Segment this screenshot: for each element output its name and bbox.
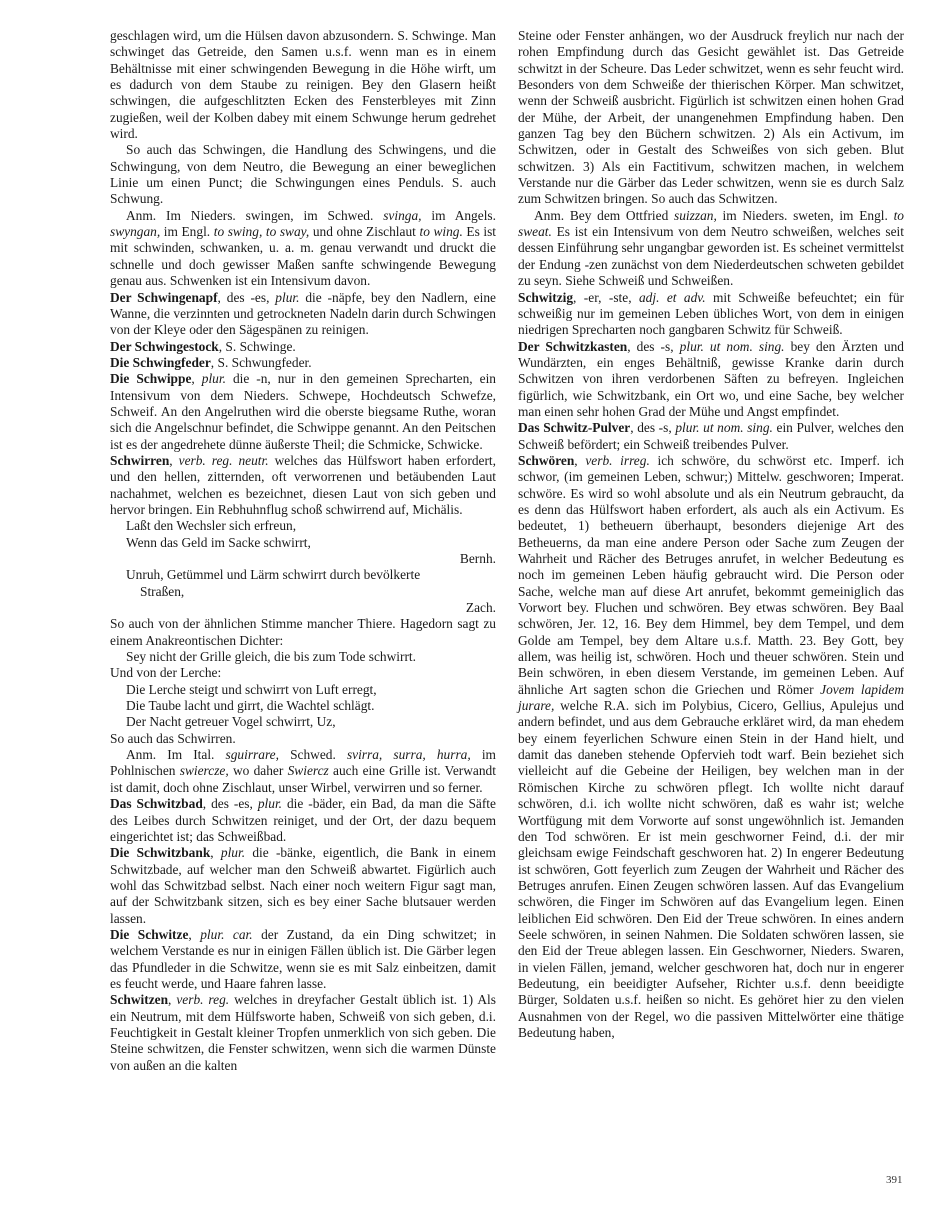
entry-headword: Schwitzen	[110, 992, 169, 1008]
paragraph: So auch das Schwirren.	[110, 730, 236, 746]
entry-headword: Das Schwitz-Pulver	[518, 420, 631, 436]
paragraph: geschlagen wird, um die Hülsen davon abzusondern. S. Schwinge. Man schwinget das Getreide, den Samen u.s.f. wenn man es in einem Behältnisse mit einer schwingenden Bewegung in die Höhe wirft, um es dadurch von dem Staube zu reinigen. Bey den Glasern heißt schwingen, die aufgeschlitzten Ecken des Fensterbleyes mit Zinn zugießen, weil der Kolben dabey mit einem Schwunge herum gedrehet wird.	[110, 28, 496, 142]
page-number: 391	[886, 1174, 903, 1186]
entry-headword: Schwören	[518, 452, 575, 468]
verse-line: Laßt den Wechsler sich erfreun,	[126, 518, 297, 534]
verse-line: Der Nacht getreuer Vogel schwirrt, Uz,	[126, 714, 336, 730]
entry-headword: Schwirren	[110, 452, 170, 468]
dictionary-entry: Das Schwitz-Pulver, des -s, plur. ut nom. sing. ein Pulver, welches den Schweiß befördert; ein Schweiß treibendes Pulver.	[518, 420, 904, 452]
paragraph: Und von der Lerche:	[110, 665, 222, 681]
paragraph: Steine oder Fenster anhängen, wo der Ausdruck freylich nur nach der rohen Empfindung durch das Gesicht gewählet ist. Das Getreide schwitzt in der Scheure. Das Leder schwitzet, wenn es sehr feucht wird. Besonders von dem Schweiße der thierischen Körper. Man schwitzet, wenn der Schweiß ausbricht. Figürlich ist schwitzen einen hohen Grad der Mühe, der Arbeit, der unangenehmen Empfindung haben. Den ganzen Tag bey den Büchern schwitzen. 2) Als ein Activum, im Schwitzen, oder in Gestalt des Schweißes von sich geben. Blut schwitzen. 3) Als ein Factitivum, schwitzen machen, in welchem Verstande nur die Gärber das Leder schwitzen, wenn sie es durch Salz zum Schwitzen bringen. So auch das Schwitzen.	[518, 28, 904, 207]
entry-headword: Die Schwingfeder	[110, 354, 211, 370]
dictionary-entry: Schwitzig, -er, -ste, adj. et adv. mit Schweiße befeuchtet; ein für schweißig nur im gemeinen Leben übliches Wort, von dem in einigen niedrigen Sprecharten noch gangbaren Schwitz für Schweiß.	[518, 289, 904, 338]
dictionary-entry: Der Schwingenapf, des -es, plur. die -näpfe, bey den Nadlern, eine Wanne, die verzinnten und getrockneten Nadeln darin durch Schwingen von der Kleye oder den Sägespänen zu reinigen.	[110, 289, 496, 338]
verse-line: Unruh, Getümmel und Lärm schwirrt durch bevölkerte	[126, 567, 421, 583]
verse-attribution: Bernh.	[459, 551, 496, 566]
dictionary-entry: Die Schwitze, plur. car. der Zustand, da ein Ding schwitzet; in welchem Verstande es nur in einigen Fällen üblich ist. Die Gärber legen das Pfundleder in die Schwitze, wenn sie es mit Salz einbeitzen, damit es feucht werde, und Haare fahren lasse.	[110, 926, 496, 991]
dictionary-entry: Die Schwingfeder, S. Schwungfeder.	[110, 354, 312, 370]
dictionary-entry: Der Schwitzkasten, des -s, plur. ut nom. sing. bey den Ärzten und Wundärzten, ein enges Behältniß, gewisse Kranke darin durch Schwitzen von ihren verdorbenen Säften zu befreyen. Ingleichen figürlich, wie Schwitzbank, ein Ort wo, und eine Sache, bey welcher man einen sehr hohen Grad der Mühe und Angst empfindet.	[518, 338, 904, 419]
dictionary-entry: Der Schwingestock, S. Schwinge.	[110, 338, 296, 354]
entry-headword: Schwitzig	[518, 289, 574, 305]
dictionary-entry: Das Schwitzbad, des -es, plur. die -bäder, ein Bad, da man die Säfte des Leibes durch Schwitzen reiniget, und der Ort, der dazu bequem eingerichtet ist; das Schweißbad.	[110, 796, 496, 844]
left-column	[110, 28, 496, 1074]
entry-headword: Der Schwingenapf	[110, 289, 218, 305]
dictionary-entry: Die Schwitzbank, plur. die -bänke, eigentlich, die Bank in einem Schwitzbade, auf welcher man den Schweiß abwartet. Figürlich auch wohl das Schwitzbad selbst. Nach einer noch weitern Figur sagt man, auf der Schwitzbank sitzen, sich es bey einer Sache blutsauer werden lassen.	[110, 845, 496, 926]
verse-line: Wenn das Geld im Sacke schwirrt,	[126, 534, 311, 550]
dictionary-entry: Schwitzen, verb. reg. welches in dreyfacher Gestalt üblich ist. 1) Als ein Neutrum, mit dem Hülfsworte haben, Schweiß von sich geben, d.i. Feuchtigkeit in Gestalt kleiner Tropfen unmerklich von sich geben. Die Steine schwitzen, die Fenster schwitzen, wenn sich die warmen Dünste von außen an die kalten	[110, 992, 496, 1073]
paragraph: So auch von der ähnlichen Stimme mancher Thiere. Hagedorn sagt zu einem Anakreontischen Dichter:	[110, 616, 496, 648]
verse-attribution: Zach.	[465, 600, 496, 616]
annotation-paragraph: Anm. Im Ital. sguirrare, Schwed. svirra, surra, hurra, im Pohlnischen swiercze, wo daher Swiercz auch eine Grille ist. Verwandt ist damit, doch ohne Zischlaut, unser Wirbel, verwirren und so ferner.	[110, 747, 496, 795]
entry-headword: Die Schwitzbank	[110, 845, 211, 861]
right-column	[518, 28, 904, 1041]
verse-line: Straßen,	[140, 583, 185, 599]
entry-headword: Der Schwitzkasten	[518, 338, 628, 354]
paragraph: So auch das Schwingen, die Handlung des Schwingens, und die Schwingung, von dem Neutro, die Bewegung an einer beweglichen Linie um einen Punct; die Schwingungen eines Penduls. S. auch Schwung.	[110, 142, 496, 207]
entry-headword: Die Schwippe	[110, 371, 192, 387]
dictionary-entry: Schwirren, verb. reg. neutr. welches das Hülfswort haben erfordert, und den hellen, zitternden, oft verworrenen und betäubenden Laut nachahmet, welchen es bezeichnet, diesen Laut von sich geben und hervor bringen. Ein Rebhuhnflug schoß schwirrend auf, Michälis.	[110, 452, 496, 517]
verse-line: Sey nicht der Grille gleich, die bis zum Tode schwirrt.	[126, 649, 416, 665]
entry-headword: Der Schwingestock	[110, 338, 219, 354]
entry-headword: Die Schwitze	[110, 926, 189, 942]
dictionary-entry: Die Schwippe, plur. die -n, nur in den gemeinen Sprecharten, ein Intensivum von dem Nieders. Schwepe, Hochdeutsch Schwefze, Schweif. An den Angelruthen wird die oberste biegsame Ruthe, woran sich die Angelschnur befindet, die Schwippe genannt. An den Peitschen ist es der angedrehete dünne äußerste Theil; die Schmicke, Schwicke.	[110, 371, 496, 452]
verse-line: Die Taube lacht und girrt, die Wachtel schlägt.	[126, 698, 375, 714]
annotation-paragraph: Anm. Im Nieders. swingen, im Schwed. svinga, im Angels. swyngan, im Engl. to swing, to sway, und ohne Zischlaut to wing. Es ist mit schwinden, schwanken, u. a. m. genau verwandt und druckt die schnelle und doch gewisser Maßen sanfte schwingende Bewegung genau aus. Schwenken ist ein Intensivum davon.	[110, 207, 497, 289]
dictionary-entry: Schwören, verb. irreg. ich schwöre, du schwörst etc. Imperf. ich schwor, (im gemeinen Leben, schwur;) Mittelw. geschworen; Imperat. schwöre. Es wird so wohl absolute und als ein Neutrum gebraucht, da es denn das Hülfswort haben erfordert, als auch als ein Activum. Es bedeutet, 1) betheuern überhaupt, besonders diejenige Art des Betheuerns, da man eine andere Person oder Sache zum Zeugen der Wahrheit und Rächer des Betruges anrufet, in welcher Bedeutung es noch im gemeinen Leben häufig gebraucht wird. Die Person oder Sache, welche man auf diese Art anrufet, bekommt gemeiniglich das Vorwort bey. Fluchen und schwören. Bey etwas schwören. Bey Baal schwören, Jer. 12, 16. Bey dem Himmel, bey dem Tempel, und dem Golde am Tempel, bey dem Altare u.s.f. Matth. 23. Bey Gott, bey allem, was heilig ist, schwören. Hoch und theuer schwören. Stein und Bein schwören, in eben diesem Verstande, im gemeinen Leben. Auf ähnliche Art sagten schon die Griechen und Römer Jovem lapidem jurare, welche R.A. sich im Polybius, Cicero, Gellius, Apulejus und andern befindet, und aus dem Gebrauche erkläret wird, da man ehedem bey einem feyerlichen Schwure einen Stein in der Hand hielt, und damit das daneben stehende Opfervieh todt warf. Bein beziehet sich vielleicht auf die Gebeine der Heiligen, bey welchen man in der Römischen Kirche zu schwören pflegt. Ich wollte nicht darauf schwören, d.i. ich wollte nicht schwören, daß es wahr ist; welche Wortfügung mit dem Vorworte auf sonst ungewöhnlich ist. Jemanden den Tod schwören. Er ist mein geschworner Feind, d.i. der mir gleichsam ewige Feindschaft geschworen hat. 2) In engerer Bedeutung ist schwören, Gott feyerlich zum Zeugen der Wahrheit und Rächer des Betruges anrufen. Einen Zeugen schwören lassen. Auf das Evangelium schwören, die Finger im Schwören auf das Evangelium legen. Einen leiblichen Eid schwören. Den Eid der Treue schwören. In eines andern Seele schwören, in seinen Nahmen. Die Soldaten schwören lassen, sie den Eid der Treue ablegen lassen. Ein Geschworner, Nieders. Swaren, in vielen Fällen, jemand, welcher geschworen hat, doch nur in engerer Bedeutung, ein beeidigter Aufseher, Richter u.s.f. denn beeidigte Bürger, Soldaten u.s.f. heißen so nicht. Es gehöret hier zu den vielen Ausnahmen von der Regel, wo die passiven Mittelwörter eine thätige Bedeutung haben,	[518, 452, 904, 1040]
entry-headword: Das Schwitzbad	[110, 796, 203, 812]
annotation-paragraph: Anm. Bey dem Ottfried suizzan, im Nieders. sweten, im Engl. to sweat. Es ist ein Intensivum von dem Neutro schweißen, welches seit dessen Einführung sehr ungangbar geworden ist. Es scheinet vermittelst der Endung -zen zunächst von dem Niederdeutschen schweten gebildet zu seyn. Siehe Schweiß und Schweißen.	[518, 207, 904, 289]
verse-line: Die Lerche steigt und schwirrt von Luft erregt,	[126, 681, 377, 697]
